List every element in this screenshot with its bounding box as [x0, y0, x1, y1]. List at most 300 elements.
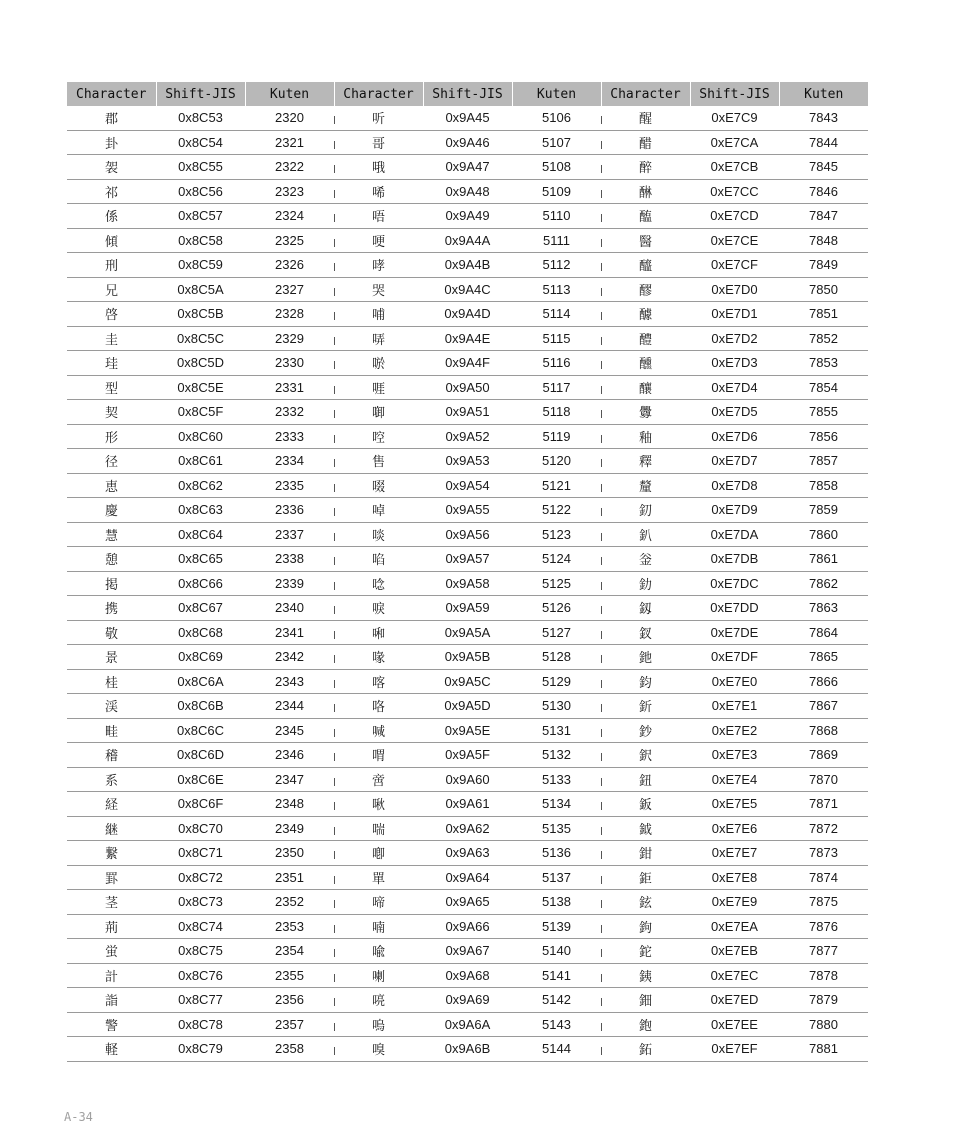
kuten-cell: 2332 [245, 400, 334, 425]
character-cell: 鈬 [601, 743, 690, 768]
shift-jis-cell: 0xE7E9 [690, 890, 779, 915]
table-row [67, 1012, 868, 1037]
character-cell: 祁 [67, 179, 156, 204]
table-row [67, 326, 868, 351]
shift-jis-cell: 0x9A45 [423, 106, 512, 130]
kuten-cell: 5125 [512, 571, 601, 596]
shift-jis-cell: 0x9A58 [423, 571, 512, 596]
kuten-cell: 5140 [512, 939, 601, 964]
character-cell: 鉅 [601, 865, 690, 890]
kuten-cell: 5123 [512, 522, 601, 547]
shift-jis-cell: 0x9A66 [423, 914, 512, 939]
shift-jis-cell: 0x8C55 [156, 155, 245, 180]
character-cell: 咯 [334, 694, 423, 719]
shift-jis-cell: 0x8C78 [156, 1012, 245, 1037]
table-row [67, 179, 868, 204]
kuten-cell: 7871 [779, 792, 868, 817]
character-cell: 慶 [67, 498, 156, 523]
shift-jis-cell: 0x8C74 [156, 914, 245, 939]
shift-jis-cell: 0x8C6A [156, 669, 245, 694]
kuten-cell: 2344 [245, 694, 334, 719]
shift-jis-cell: 0x8C58 [156, 228, 245, 253]
shift-jis-cell: 0x9A55 [423, 498, 512, 523]
character-cell: 啌 [334, 424, 423, 449]
character-cell: 掲 [67, 571, 156, 596]
character-cell: 敬 [67, 620, 156, 645]
column-header: Shift-JIS [423, 82, 512, 106]
shift-jis-cell: 0xE7DF [690, 645, 779, 670]
character-cell: 携 [67, 596, 156, 621]
character-cell: 景 [67, 645, 156, 670]
kuten-cell: 7851 [779, 302, 868, 327]
shift-jis-cell: 0x8C71 [156, 841, 245, 866]
kuten-cell: 5116 [512, 351, 601, 376]
shift-jis-cell: 0xE7CA [690, 130, 779, 155]
character-cell: 鉤 [601, 914, 690, 939]
character-cell: 刑 [67, 253, 156, 278]
shift-jis-cell: 0x8C68 [156, 620, 245, 645]
character-cell: 係 [67, 204, 156, 229]
table-row [67, 498, 868, 523]
kuten-cell: 5127 [512, 620, 601, 645]
character-cell: 唏 [334, 179, 423, 204]
kuten-cell: 5112 [512, 253, 601, 278]
kuten-cell: 2342 [245, 645, 334, 670]
shift-jis-cell: 0x8C62 [156, 473, 245, 498]
shift-jis-cell: 0x9A65 [423, 890, 512, 915]
shift-jis-cell: 0xE7D9 [690, 498, 779, 523]
shift-jis-cell: 0xE7DD [690, 596, 779, 621]
shift-jis-cell: 0xE7EF [690, 1037, 779, 1062]
kuten-cell: 5108 [512, 155, 601, 180]
kuten-cell: 2340 [245, 596, 334, 621]
shift-jis-cell: 0x8C5C [156, 326, 245, 351]
character-cell: 嗚 [334, 1012, 423, 1037]
character-cell: 啖 [334, 522, 423, 547]
shift-jis-cell: 0x9A4E [423, 326, 512, 351]
character-cell: 喘 [334, 816, 423, 841]
shift-jis-cell: 0x9A6A [423, 1012, 512, 1037]
shift-jis-cell: 0x9A60 [423, 767, 512, 792]
shift-jis-cell: 0x9A49 [423, 204, 512, 229]
character-cell: 鉞 [601, 816, 690, 841]
kuten-cell: 5136 [512, 841, 601, 866]
kuten-cell: 7866 [779, 669, 868, 694]
kuten-cell: 5143 [512, 1012, 601, 1037]
shift-jis-cell: 0x8C57 [156, 204, 245, 229]
character-cell: 喇 [334, 963, 423, 988]
shift-jis-cell: 0x9A62 [423, 816, 512, 841]
character-cell: 哮 [334, 253, 423, 278]
character-cell: 鈿 [601, 988, 690, 1013]
character-cell: 詣 [67, 988, 156, 1013]
shift-jis-cell: 0x8C64 [156, 522, 245, 547]
shift-jis-cell: 0x9A47 [423, 155, 512, 180]
table-row [67, 767, 868, 792]
table-row [67, 547, 868, 572]
kuten-cell: 7852 [779, 326, 868, 351]
shift-jis-cell: 0x9A48 [423, 179, 512, 204]
header-row [67, 82, 868, 106]
kuten-cell: 5130 [512, 694, 601, 719]
shift-jis-cell: 0x9A63 [423, 841, 512, 866]
character-cell: 袈 [67, 155, 156, 180]
shift-jis-cell: 0xE7EE [690, 1012, 779, 1037]
shift-jis-cell: 0x8C59 [156, 253, 245, 278]
character-cell: 唸 [334, 571, 423, 596]
kuten-cell: 5139 [512, 914, 601, 939]
character-cell: 啝 [334, 620, 423, 645]
character-cell: 型 [67, 375, 156, 400]
character-cell: 唳 [334, 596, 423, 621]
character-cell: 釿 [601, 694, 690, 719]
kuten-cell: 5129 [512, 669, 601, 694]
character-cell: 釁 [601, 400, 690, 425]
kuten-cell: 7879 [779, 988, 868, 1013]
kuten-cell: 7855 [779, 400, 868, 425]
character-cell: 憩 [67, 547, 156, 572]
character-cell: 喟 [334, 743, 423, 768]
character-cell: 哽 [334, 228, 423, 253]
kuten-cell: 2336 [245, 498, 334, 523]
character-cell: 醉 [601, 155, 690, 180]
kuten-cell: 7865 [779, 645, 868, 670]
kuten-cell: 7875 [779, 890, 868, 915]
shift-jis-cell: 0x9A68 [423, 963, 512, 988]
character-cell: 渓 [67, 694, 156, 719]
character-cell: 醴 [601, 326, 690, 351]
kuten-cell: 5107 [512, 130, 601, 155]
table-row [67, 841, 868, 866]
kuten-cell: 7859 [779, 498, 868, 523]
shift-jis-cell: 0x8C56 [156, 179, 245, 204]
shift-jis-cell: 0xE7DA [690, 522, 779, 547]
column-header: Shift-JIS [690, 82, 779, 106]
table-row [67, 596, 868, 621]
shift-jis-cell: 0xE7D5 [690, 400, 779, 425]
character-cell: 啓 [67, 302, 156, 327]
kuten-cell: 2357 [245, 1012, 334, 1037]
shift-jis-cell: 0x9A53 [423, 449, 512, 474]
kuten-cell: 2324 [245, 204, 334, 229]
kanji-code-table-container [67, 82, 868, 1062]
shift-jis-cell: 0xE7E2 [690, 718, 779, 743]
table-body [67, 106, 868, 1061]
shift-jis-cell: 0x9A57 [423, 547, 512, 572]
kuten-cell: 7849 [779, 253, 868, 278]
character-cell: 釐 [601, 473, 690, 498]
kuten-cell: 7880 [779, 1012, 868, 1037]
table-row [67, 620, 868, 645]
shift-jis-cell: 0x8C75 [156, 939, 245, 964]
character-cell: 醵 [601, 302, 690, 327]
character-cell: 醫 [601, 228, 690, 253]
shift-jis-cell: 0xE7EB [690, 939, 779, 964]
shift-jis-cell: 0xE7E6 [690, 816, 779, 841]
shift-jis-cell: 0xE7DC [690, 571, 779, 596]
shift-jis-cell: 0x8C6F [156, 792, 245, 817]
table-row [67, 865, 868, 890]
character-cell: 喃 [334, 914, 423, 939]
character-cell: 啗 [334, 547, 423, 572]
kuten-cell: 5119 [512, 424, 601, 449]
shift-jis-cell: 0xE7CD [690, 204, 779, 229]
shift-jis-cell: 0x8C54 [156, 130, 245, 155]
table-row [67, 963, 868, 988]
kuten-cell: 5118 [512, 400, 601, 425]
character-cell: 醪 [601, 277, 690, 302]
shift-jis-cell: 0xE7EA [690, 914, 779, 939]
kuten-cell: 2355 [245, 963, 334, 988]
shift-jis-cell: 0x8C5A [156, 277, 245, 302]
character-cell: 售 [334, 449, 423, 474]
character-cell: 軽 [67, 1037, 156, 1062]
table-row [67, 228, 868, 253]
shift-jis-cell: 0xE7C9 [690, 106, 779, 130]
character-cell: 桂 [67, 669, 156, 694]
shift-jis-cell: 0x9A56 [423, 522, 512, 547]
character-cell: 醋 [601, 130, 690, 155]
shift-jis-cell: 0xE7D1 [690, 302, 779, 327]
character-cell: 径 [67, 449, 156, 474]
column-header: Kuten [779, 82, 868, 106]
shift-jis-cell: 0x8C53 [156, 106, 245, 130]
kanji-code-table [67, 82, 868, 1062]
kuten-cell: 7878 [779, 963, 868, 988]
character-cell: 釶 [601, 645, 690, 670]
table-row [67, 522, 868, 547]
character-cell: 哥 [334, 130, 423, 155]
shift-jis-cell: 0x9A50 [423, 375, 512, 400]
column-header: Shift-JIS [156, 82, 245, 106]
table-row [67, 400, 868, 425]
shift-jis-cell: 0x9A4C [423, 277, 512, 302]
kuten-cell: 2345 [245, 718, 334, 743]
shift-jis-cell: 0x8C65 [156, 547, 245, 572]
character-cell: 哭 [334, 277, 423, 302]
character-cell: 釉 [601, 424, 690, 449]
character-cell: 警 [67, 1012, 156, 1037]
kuten-cell: 7848 [779, 228, 868, 253]
character-cell: 喩 [334, 939, 423, 964]
kuten-cell: 7877 [779, 939, 868, 964]
shift-jis-cell: 0xE7E4 [690, 767, 779, 792]
shift-jis-cell: 0x9A4F [423, 351, 512, 376]
shift-jis-cell: 0x8C6C [156, 718, 245, 743]
kuten-cell: 2321 [245, 130, 334, 155]
table-row [67, 669, 868, 694]
kuten-cell: 5135 [512, 816, 601, 841]
character-cell: 啻 [334, 767, 423, 792]
character-cell: 卦 [67, 130, 156, 155]
shift-jis-cell: 0xE7DB [690, 547, 779, 572]
kuten-cell: 2326 [245, 253, 334, 278]
kuten-cell: 2358 [245, 1037, 334, 1062]
kuten-cell: 7856 [779, 424, 868, 449]
character-cell: 畦 [67, 718, 156, 743]
kuten-cell: 5144 [512, 1037, 601, 1062]
table-row [67, 914, 868, 939]
kuten-cell: 5115 [512, 326, 601, 351]
character-cell: 喨 [334, 988, 423, 1013]
character-cell: 釛 [601, 571, 690, 596]
table-row [67, 106, 868, 130]
kuten-cell: 2325 [245, 228, 334, 253]
character-cell: 嗅 [334, 1037, 423, 1062]
character-cell: 醒 [601, 106, 690, 130]
character-cell: 釋 [601, 449, 690, 474]
shift-jis-cell: 0xE7ED [690, 988, 779, 1013]
kuten-cell: 2339 [245, 571, 334, 596]
shift-jis-cell: 0xE7E7 [690, 841, 779, 866]
kuten-cell: 2331 [245, 375, 334, 400]
kuten-cell: 5138 [512, 890, 601, 915]
kuten-cell: 5111 [512, 228, 601, 253]
kuten-cell: 7869 [779, 743, 868, 768]
shift-jis-cell: 0x8C77 [156, 988, 245, 1013]
table-row [67, 424, 868, 449]
table-row [67, 277, 868, 302]
shift-jis-cell: 0xE7D7 [690, 449, 779, 474]
table-row [67, 473, 868, 498]
shift-jis-cell: 0xE7D8 [690, 473, 779, 498]
column-header: Character [334, 82, 423, 106]
table-row [67, 253, 868, 278]
character-cell: 醺 [601, 351, 690, 376]
character-cell: 單 [334, 865, 423, 890]
kuten-cell: 2348 [245, 792, 334, 817]
shift-jis-cell: 0x9A5B [423, 645, 512, 670]
shift-jis-cell: 0xE7D2 [690, 326, 779, 351]
character-cell: 啾 [334, 792, 423, 817]
table-row [67, 130, 868, 155]
shift-jis-cell: 0xE7D0 [690, 277, 779, 302]
kuten-cell: 5120 [512, 449, 601, 474]
character-cell: 系 [67, 767, 156, 792]
shift-jis-cell: 0xE7E0 [690, 669, 779, 694]
shift-jis-cell: 0x9A5F [423, 743, 512, 768]
kuten-cell: 5106 [512, 106, 601, 130]
kuten-cell: 5137 [512, 865, 601, 890]
character-cell: 听 [334, 106, 423, 130]
shift-jis-cell: 0x9A4D [423, 302, 512, 327]
shift-jis-cell: 0xE7CB [690, 155, 779, 180]
shift-jis-cell: 0x8C69 [156, 645, 245, 670]
table-row [67, 988, 868, 1013]
kuten-cell: 2333 [245, 424, 334, 449]
kuten-cell: 7870 [779, 767, 868, 792]
character-cell: 計 [67, 963, 156, 988]
shift-jis-cell: 0x9A69 [423, 988, 512, 1013]
character-cell: 醂 [601, 179, 690, 204]
shift-jis-cell: 0x9A5A [423, 620, 512, 645]
character-cell: 兄 [67, 277, 156, 302]
kuten-cell: 7868 [779, 718, 868, 743]
character-cell: 荊 [67, 914, 156, 939]
table-row [67, 155, 868, 180]
table-row [67, 1037, 868, 1062]
shift-jis-cell: 0x9A59 [423, 596, 512, 621]
character-cell: 啜 [334, 473, 423, 498]
character-cell: 喙 [334, 645, 423, 670]
kuten-cell: 2328 [245, 302, 334, 327]
character-cell: 鉐 [601, 1037, 690, 1062]
kuten-cell: 7858 [779, 473, 868, 498]
kuten-cell: 7876 [779, 914, 868, 939]
character-cell: 哢 [334, 326, 423, 351]
character-cell: 鈕 [601, 767, 690, 792]
character-cell: 哦 [334, 155, 423, 180]
shift-jis-cell: 0x8C73 [156, 890, 245, 915]
table-row [67, 792, 868, 817]
kuten-cell: 7881 [779, 1037, 868, 1062]
character-cell: 釀 [601, 375, 690, 400]
character-cell: 醢 [601, 204, 690, 229]
character-cell: 継 [67, 816, 156, 841]
shift-jis-cell: 0x9A5C [423, 669, 512, 694]
character-cell: 釼 [601, 596, 690, 621]
shift-jis-cell: 0xE7D6 [690, 424, 779, 449]
character-cell: 銕 [601, 963, 690, 988]
shift-jis-cell: 0x9A4A [423, 228, 512, 253]
kuten-cell: 2341 [245, 620, 334, 645]
shift-jis-cell: 0x8C61 [156, 449, 245, 474]
kuten-cell: 2346 [245, 743, 334, 768]
character-cell: 喞 [334, 841, 423, 866]
kuten-cell: 2352 [245, 890, 334, 915]
kuten-cell: 7847 [779, 204, 868, 229]
shift-jis-cell: 0x9A5E [423, 718, 512, 743]
character-cell: 啅 [334, 498, 423, 523]
kuten-cell: 5117 [512, 375, 601, 400]
shift-jis-cell: 0x9A6B [423, 1037, 512, 1062]
table-row [67, 571, 868, 596]
column-header: Kuten [512, 82, 601, 106]
character-cell: 鈑 [601, 792, 690, 817]
shift-jis-cell: 0xE7E3 [690, 743, 779, 768]
table-row [67, 718, 868, 743]
shift-jis-cell: 0x8C67 [156, 596, 245, 621]
kuten-cell: 5128 [512, 645, 601, 670]
kuten-cell: 5142 [512, 988, 601, 1013]
character-cell: 蛍 [67, 939, 156, 964]
shift-jis-cell: 0xE7D3 [690, 351, 779, 376]
kuten-cell: 2347 [245, 767, 334, 792]
column-header: Character [67, 82, 156, 106]
kuten-cell: 7860 [779, 522, 868, 547]
character-cell: 茎 [67, 890, 156, 915]
character-cell: 恵 [67, 473, 156, 498]
table-row [67, 449, 868, 474]
kuten-cell: 7845 [779, 155, 868, 180]
kuten-cell: 2334 [245, 449, 334, 474]
shift-jis-cell: 0x8C6D [156, 743, 245, 768]
shift-jis-cell: 0x8C70 [156, 816, 245, 841]
kuten-cell: 7874 [779, 865, 868, 890]
character-cell: 釟 [601, 522, 690, 547]
shift-jis-cell: 0x8C63 [156, 498, 245, 523]
character-cell: 醯 [601, 253, 690, 278]
shift-jis-cell: 0x8C66 [156, 571, 245, 596]
kuten-cell: 2338 [245, 547, 334, 572]
shift-jis-cell: 0xE7CF [690, 253, 779, 278]
kuten-cell: 2349 [245, 816, 334, 841]
character-cell: 罫 [67, 865, 156, 890]
column-header: Character [601, 82, 690, 106]
character-cell: 哺 [334, 302, 423, 327]
character-cell: 圭 [67, 326, 156, 351]
shift-jis-cell: 0x9A5D [423, 694, 512, 719]
